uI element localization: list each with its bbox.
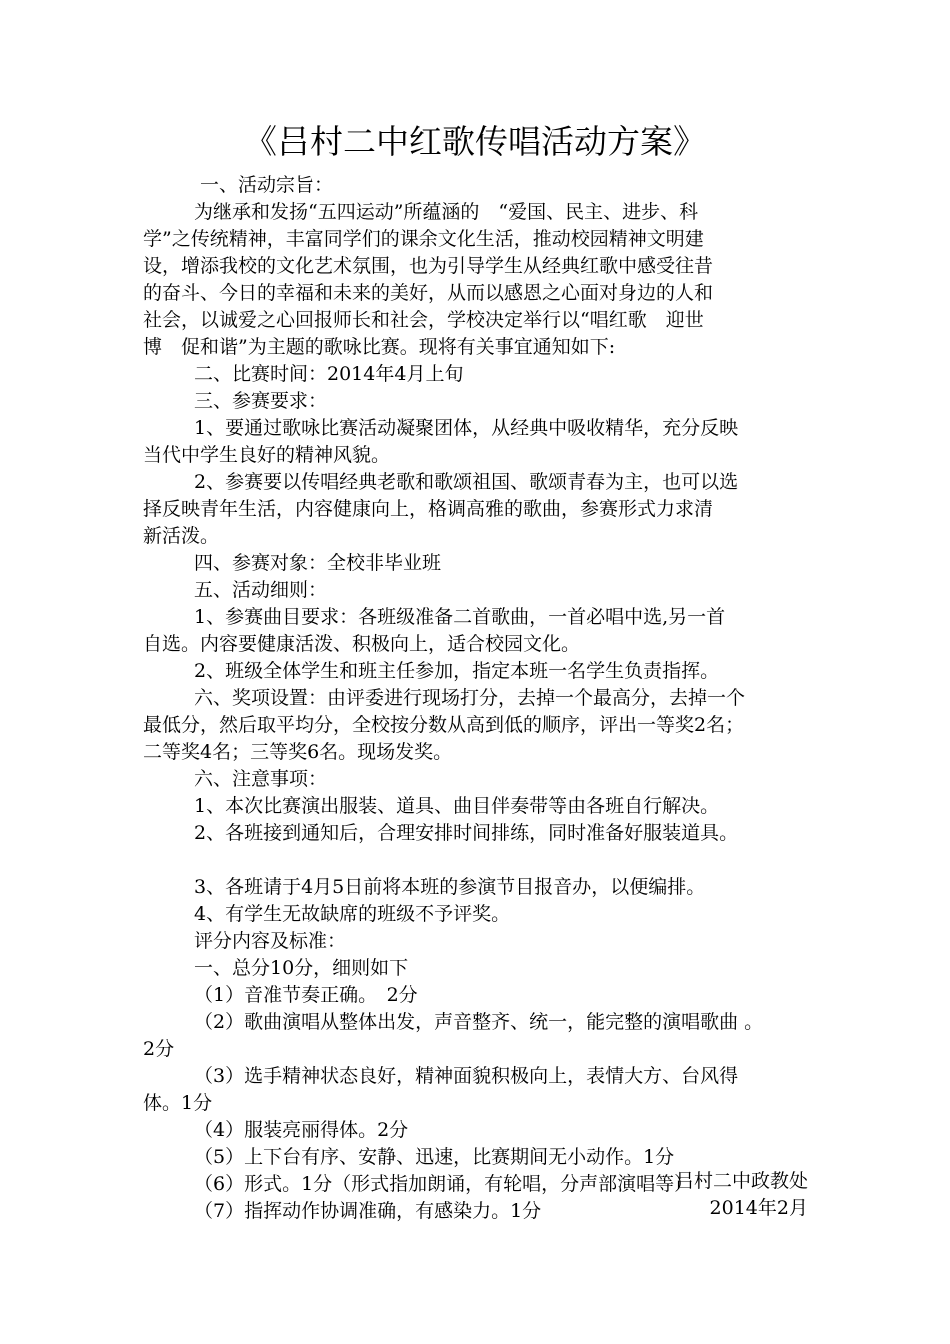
paragraph-line: 博 促和谐”为主题的歌咏比赛。现将有关事宜通知如下: xyxy=(143,336,616,358)
paragraph-line: 3、各班请于4月5日前将本班的参演节目报音办，以便编排。 xyxy=(194,876,706,898)
paragraph-line: 学”之传统精神，丰富同学们的课余文化生活，推动校园精神文明建 xyxy=(143,228,704,250)
paragraph-line: 2、班级全体学生和班主任参加，指定本班一名学生负责指挥。 xyxy=(194,660,720,682)
section-heading: 三、参赛要求： xyxy=(194,390,328,412)
criteria-item: （3）选手精神状态良好，精神面貌积极向上，表情大方、台风得 xyxy=(194,1065,739,1087)
section-heading: 评分内容及标准： xyxy=(194,930,347,952)
paragraph-line: 为继承和发扬“五四运动”所蕴涵的 “爱国、民主、进步、科 xyxy=(194,201,699,223)
criteria-item: （5）上下台有序、安静、迅速，比赛期间无小动作。1分 xyxy=(194,1146,675,1168)
paragraph-line: 新活泼。 xyxy=(143,525,220,547)
paragraph-line: 1、本次比赛演出服装、道具、曲目伴奏带等由各班自行解决。 xyxy=(194,795,720,817)
paragraph-line: 最低分，然后取平均分，全校按分数从高到低的顺序，评出一等奖2名； xyxy=(143,714,745,736)
paragraph-line: 4、有学生无故缺席的班级不予评奖。 xyxy=(194,903,511,925)
signature-org: 吕村二中政教处 xyxy=(674,1170,808,1192)
criteria-item: （7）指挥动作协调准确，有感染力。1分 xyxy=(194,1200,542,1222)
paragraph-line: 社会，以诚爱之心回报师长和社会，学校决定举行以“唱红歌 迎世 xyxy=(143,309,704,331)
document-body xyxy=(143,172,808,1225)
paragraph-line: 1、要通过歌咏比赛活动凝聚团体，从经典中吸收精华，充分反映 xyxy=(194,417,739,439)
paragraph-line: 2、参赛要以传唱经典老歌和歌颂祖国、歌颂青春为主，也可以选 xyxy=(194,471,739,493)
paragraph-line: 二等奖4名；三等奖6名。现场发奖。 xyxy=(143,741,453,763)
section-heading: 一、总分10分，细则如下 xyxy=(194,957,409,979)
section-heading: 五、活动细则： xyxy=(194,579,328,601)
paragraph-line: 自选。内容要健康活泼、积极向上，适合校园文化。 xyxy=(143,633,581,655)
paragraph-line: 当代中学生良好的精神风貌。 xyxy=(143,444,391,466)
signature-date: 2014年2月 xyxy=(709,1197,808,1219)
section-heading: 六、注意事项： xyxy=(194,768,328,790)
criteria-item: 体。1分 xyxy=(143,1092,213,1114)
paragraph-line: 设，增添我校的文化艺术氛围，也为引导学生从经典红歌中感受往昔 xyxy=(143,255,714,277)
section-heading: 四、参赛对象：全校非毕业班 xyxy=(194,552,442,574)
paragraph-line: 的奋斗、今日的幸福和未来的美好，从而以感恩之心面对身边的人和 xyxy=(143,282,714,304)
paragraph-line: 2、各班接到通知后，合理安排时间排练，同时准备好服装道具。 xyxy=(194,822,739,844)
section-heading: 二、比赛时间：2014年4月上旬 xyxy=(194,363,464,385)
paragraph-line: 六、奖项设置：由评委进行现场打分，去掉一个最高分，去掉一个 xyxy=(194,687,746,709)
criteria-item: （6）形式。1分（形式指加朗诵，有轮唱，分声部演唱等） xyxy=(194,1173,694,1195)
criteria-item: （1）音准节奏正确。 2分 xyxy=(194,984,418,1006)
criteria-item: （2）歌曲演唱从整体出发，声音整齐、统一，能完整的演唱歌曲 。 xyxy=(194,1011,764,1033)
paragraph-line: 1、参赛曲目要求：各班级准备二首歌曲，一首必唱中选,另一首 xyxy=(194,606,726,628)
criteria-item: 2分 xyxy=(143,1038,175,1060)
section-heading: 一、活动宗旨： xyxy=(200,174,334,196)
document-title: 《吕村二中红歌传唱活动方案》 xyxy=(244,122,706,161)
blank-line xyxy=(143,847,808,874)
criteria-item: （4）服装亮丽得体。2分 xyxy=(194,1119,409,1141)
paragraph-line: 择反映青年生活，内容健康向上，格调高雅的歌曲，参赛形式力求清 xyxy=(143,498,714,520)
